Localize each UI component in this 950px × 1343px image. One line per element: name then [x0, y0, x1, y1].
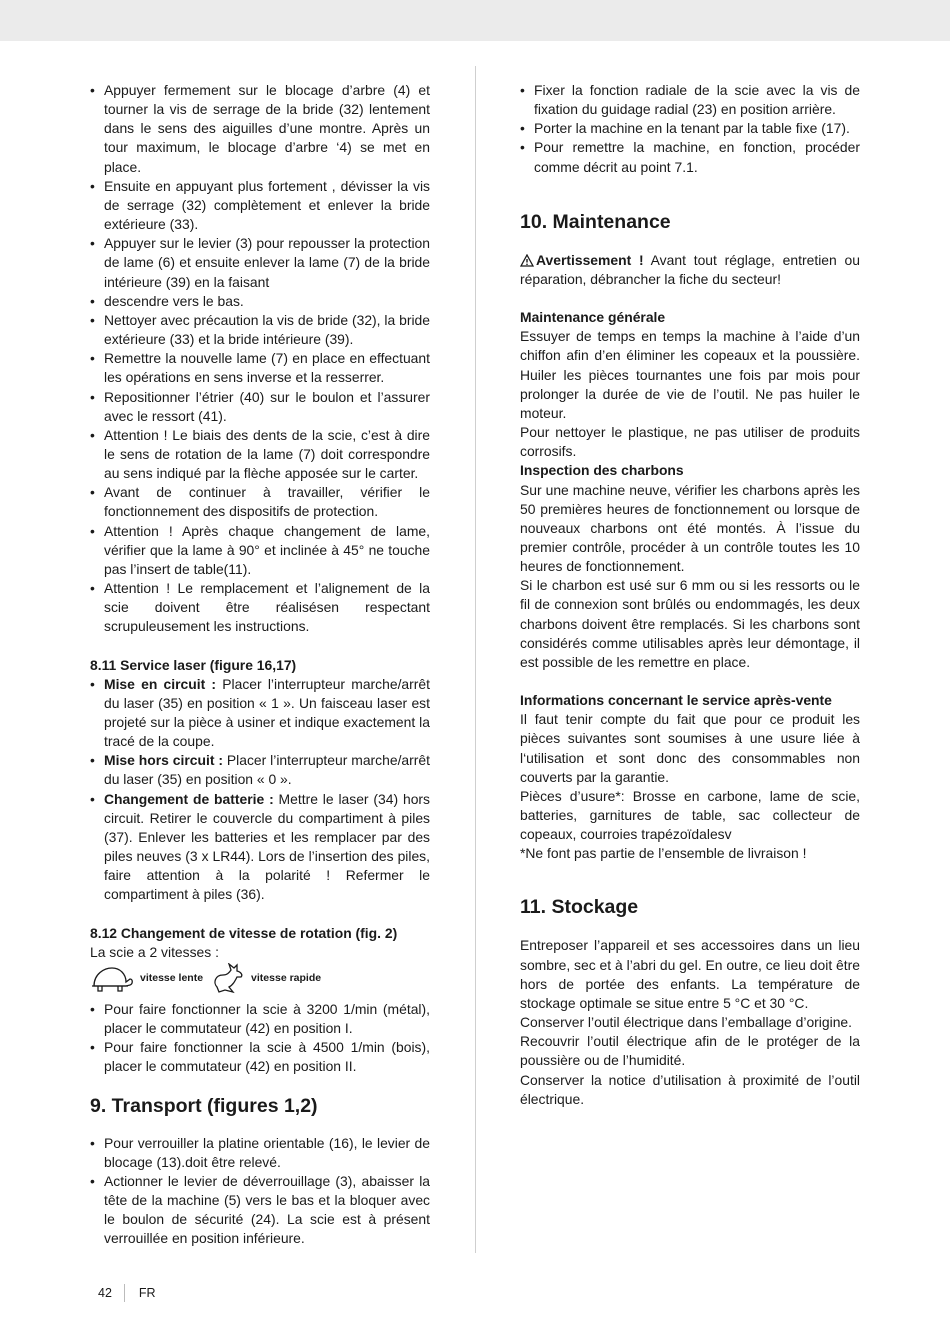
- after-sales-heading: Informations concernant le service après-vente: [520, 692, 832, 709]
- list-item: • Nettoyer avec précaution la vis de bride (32), la bride extérieure (33) et la bride intérieure (39).: [90, 311, 430, 349]
- paragraph: Pièces d’usure*: Brosse en carbone, lame de scie, batteries, garnitures de table, sac collecteur de copeaux, courroies trapézoïdalesv: [520, 787, 860, 843]
- list-item: [90, 675, 430, 752]
- list-item: [90, 790, 430, 905]
- list-item: • Appuyer fermement sur le blocage d’arbre (4) et tourner la vis de serrage de la bride (32) lentement dans le sens des aiguilles d’une montre. Après un tour maximum, le blocage d’arbre ‘4) se met en place.: [90, 81, 430, 177]
- list-item: • Remettre la nouvelle lame (7) en place en effectuant les opérations en sens inverse et la resserrer.: [90, 349, 430, 387]
- item-label: Mise hors circuit :: [104, 752, 223, 769]
- item-text: Mettre le laser (34) hors circuit. Retirer le couvercle du compartiment à piles (37). Enlever les batteries et les remplacer par des piles neuves (3 x LR44). Lors de l’insertion des piles, faire attention à la polarité ! Refermer le compartiment à piles (36).: [104, 790, 430, 903]
- speed-intro: La scie a 2 vitesses :: [90, 943, 219, 960]
- list-item: • Actionner le levier de déverrouillage (3), abaisser la tête de la machine (5) vers le bas et la bloquer avec le boulon de sécurité (24). La scie est à présent verrouillée en position inférieure.: [90, 1172, 430, 1249]
- fast-speed-label: vitesse rapide: [251, 972, 322, 985]
- paragraph: Si le charbon est usé sur 6 mm ou si les ressorts ou le fil de connexion sont brûlés ou endommagés, les deux charbons doivent être remplacés. Si les charbons sont considérés comme utilisables après leur démontage, il est possible de les remettre en place.: [520, 577, 860, 670]
- list-item: • Ensuite en appuyant plus fortement , dévisser la vis de serrage (32) complètement et enlever la bride extérieure (33).: [90, 177, 430, 234]
- storage-heading: 11. Stockage: [520, 896, 639, 919]
- rabbit-icon: [211, 963, 245, 995]
- page-footer: [98, 1284, 156, 1302]
- left-column: [90, 81, 430, 1248]
- list-item: • Repositionner l’étrier (40) sur le boulon et l’assurer avec le ressort (41).: [90, 388, 430, 426]
- paragraph: Essuyer de temps en temps la machine à l’aide d’un chiffon afin d’en éliminer les copeaux et la poussière. Huiler les pièces tournantes une fois par mois pour prolonger la durée de vie de l’outil. Ne pas huiler le moteur.: [520, 328, 860, 421]
- laser-steps: [90, 675, 430, 905]
- list-item: • Fixer la fonction radiale de la scie avec la vis de fixation du guidage radial (23) en position arrière.: [520, 81, 860, 119]
- transport-continued: [520, 81, 860, 177]
- list-item: • Porter la machine en la tenant par la table fixe (17).: [520, 119, 860, 138]
- paragraph: *Ne font pas partie de l’ensemble de livraison !: [520, 845, 807, 862]
- item-text: Placer l’interrupteur marche/arrêt du laser (35) en position « 0 ».: [104, 752, 430, 788]
- list-item: • Attention ! Le remplacement et l’alignement de la scie doivent être réalisésen respectant scrupuleusement les instructions.: [90, 579, 430, 636]
- footer-divider: [124, 1284, 125, 1302]
- transport-heading: 9. Transport (figures 1,2): [90, 1094, 318, 1117]
- paragraph: Conserver l’outil électrique dans l’emballage d’origine.: [520, 1014, 853, 1031]
- slow-speed-label: vitesse lente: [140, 972, 204, 985]
- list-item: • Pour faire fonctionner la scie à 4500 1/min (bois), placer le commutateur (42) en position II.: [90, 1038, 430, 1076]
- brush-inspection-heading: Inspection des charbons: [520, 462, 684, 479]
- list-item: • Pour remettre la machine, en fonction, procéder comme décrit au point 7.1.: [520, 138, 860, 176]
- list-item: • Avant de continuer à travailler, vérifier le fonctionnement des dispositifs de protection.: [90, 483, 430, 521]
- list-item: • Pour verrouiller la platine orientable (16), le levier de blocage (13).doit être relevé.: [90, 1134, 430, 1172]
- blade-change-steps: [90, 81, 430, 637]
- page-number: 42: [98, 1286, 112, 1300]
- list-item: • Attention ! Après chaque changement de lame, vérifier que la lame à 90° et inclinée à 45° ne touche pas l’insert de table(11).: [90, 522, 430, 579]
- list-item: • Appuyer sur le levier (3) pour repousser la protection de lame (6) et ensuite enlever la lame (7) de la bride intérieure (39) en la faisant: [90, 234, 430, 291]
- paragraph: Conserver la notice d’utilisation à proximité de l’outil électrique.: [520, 1071, 860, 1107]
- right-column: [520, 81, 860, 1109]
- paragraph: Recouvrir l’outil électrique afin de le protéger de la poussière ou de l’humidité.: [520, 1033, 860, 1069]
- warning-triangle-icon: [520, 254, 534, 267]
- paragraph: Entreposer l’appareil et ses accessoires dans un lieu sombre, sec et à l’abri du gel. En outre, ce lieu doit être hors de portée des enfants. La température de stockage optimale se situe entre 5 °C et 30 °C.: [520, 937, 860, 1011]
- laser-heading: 8.11 Service laser (figure 16,17): [90, 656, 297, 673]
- speed-steps: [90, 1000, 430, 1077]
- list-item: • Pour faire fonctionner la scie à 3200 1/min (métal), placer le commutateur (42) en position I.: [90, 1000, 430, 1038]
- column-divider: [475, 66, 476, 1253]
- list-item: • descendre vers le bas.: [90, 292, 430, 311]
- item-label: Mise en circuit :: [104, 675, 217, 692]
- speed-heading: 8.12 Changement de vitesse de rotation (fig. 2): [90, 924, 398, 941]
- maintenance-warning: [520, 251, 860, 289]
- top-band: [0, 0, 950, 41]
- list-item: [90, 751, 430, 789]
- list-item: • Attention ! Le biais des dents de la scie, c’est à dire le sens de rotation de la lame (7) doit correspondre au sens indiqué par la flèche apposée sur le carter.: [90, 426, 430, 483]
- maintenance-heading: 10. Maintenance: [520, 210, 671, 233]
- warning-text: Avant tout réglage, entretien ou réparation, débrancher la fiche du secteur!: [520, 251, 860, 287]
- item-text: Placer l’interrupteur marche/arrêt du laser (35) en position « 1 ». Un faisceau laser est projeté sur la pièce à usiner et indique exactement la tracé de la coupe.: [104, 675, 430, 750]
- general-maintenance-heading: Maintenance générale: [520, 309, 666, 326]
- language-code: FR: [138, 1286, 156, 1300]
- paragraph: Sur une machine neuve, vérifier les charbons après les 50 premières heures de fonctionnement ou lorsque de nouveaux charbons ont été montés. À l’issue du premier contrôle, procéder à un contrôle toutes les 10 heures de fonctionnement.: [520, 481, 860, 575]
- turtle-icon: [90, 964, 134, 994]
- speed-legend: [90, 962, 430, 996]
- transport-steps: [90, 1134, 430, 1249]
- paragraph: Pour nettoyer le plastique, ne pas utiliser de produits corrosifs.: [520, 424, 860, 460]
- paragraph: Il faut tenir compte du fait que pour ce produit les pièces suivantes sont soumises à une usure liée à l‘utilisation et sont donc des consommables non couverts par la garantie.: [520, 711, 860, 785]
- warning-label: Avertissement !: [536, 251, 644, 268]
- item-label: Changement de batterie :: [104, 790, 274, 807]
